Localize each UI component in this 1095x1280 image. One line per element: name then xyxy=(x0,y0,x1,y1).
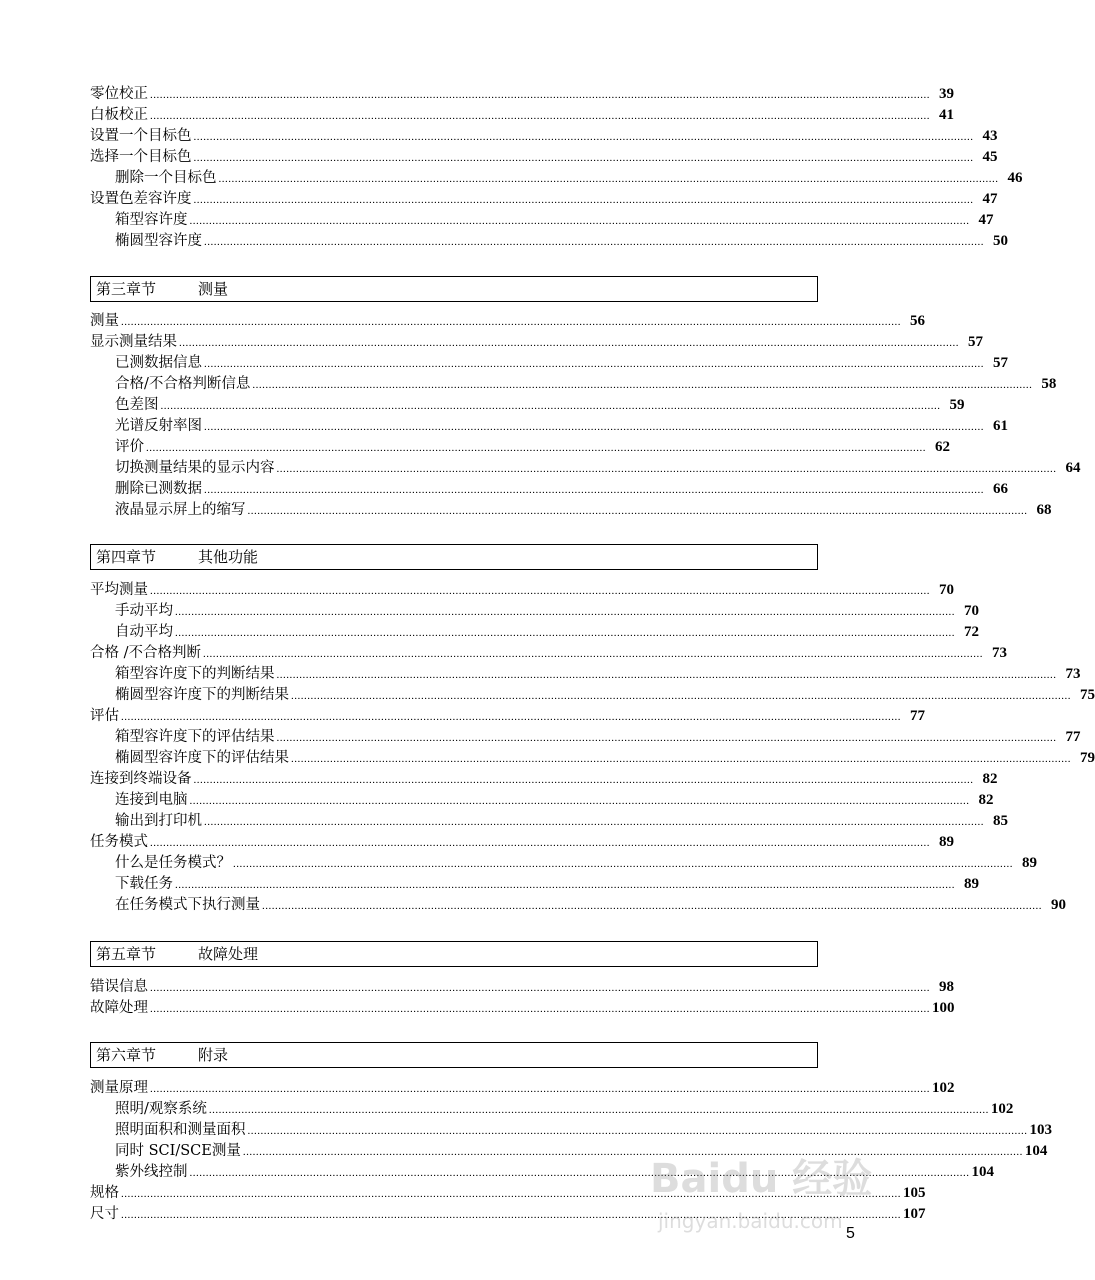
toc-entry-title: 测量 xyxy=(90,313,119,329)
chapter-number: 第五章节 xyxy=(96,945,157,963)
toc-entry-page-number: 47 xyxy=(982,191,998,207)
toc-subentry[interactable] xyxy=(90,210,994,231)
toc-subentry[interactable] xyxy=(90,1120,1052,1141)
toc-subentry[interactable] xyxy=(90,853,1037,874)
toc-entry-page-number: 73 xyxy=(992,645,1007,661)
toc-entry-title: 椭圆型容许度下的判断结果 xyxy=(115,687,289,703)
dot-leader xyxy=(150,85,930,106)
toc-entry-title: 箱型容许度 xyxy=(115,212,188,228)
dot-leader xyxy=(150,833,930,854)
toc-subentry[interactable] xyxy=(90,895,1066,916)
page-number: 5 xyxy=(846,1225,855,1242)
dot-leader xyxy=(252,375,1032,396)
dot-leader xyxy=(190,791,970,812)
toc-entry-page-number: 75 xyxy=(1080,687,1095,703)
dot-leader xyxy=(203,644,983,665)
dot-leader xyxy=(219,169,999,190)
toc-entry-page-number: 77 xyxy=(910,708,925,724)
toc-subentry[interactable] xyxy=(90,353,1008,374)
dot-leader xyxy=(190,1163,970,1184)
toc-entry-title: 任务模式 xyxy=(90,834,148,850)
toc-subentry[interactable] xyxy=(90,395,965,416)
toc-group-chapter-6 xyxy=(90,1078,1052,1225)
dot-leader xyxy=(277,459,1057,480)
dot-leader xyxy=(204,354,984,375)
toc-entry-title: 评估 xyxy=(90,708,119,724)
dot-leader xyxy=(209,1100,989,1121)
toc-entry-title: 椭圆型容许度 xyxy=(115,233,202,249)
dot-leader xyxy=(204,480,984,501)
toc-entry-title: 输出到打印机 xyxy=(115,813,202,829)
dot-leader xyxy=(175,875,955,896)
toc-entry-page-number: 105 xyxy=(903,1185,926,1201)
toc-entry-title: 光谱反射率图 xyxy=(115,418,202,434)
chapter-6-header xyxy=(90,1042,818,1068)
toc-entry-page-number: 89 xyxy=(939,834,954,850)
toc-entry-title: 选择一个目标色 xyxy=(90,149,192,165)
watermark-url-text: jingyan.baidu.com xyxy=(658,1209,843,1233)
toc-entry-title: 在任务模式下执行测量 xyxy=(115,897,260,913)
toc-subentry[interactable] xyxy=(90,811,1008,832)
toc-entry-page-number: 73 xyxy=(1065,666,1081,682)
toc-subentry[interactable] xyxy=(90,622,979,643)
toc-entry-page-number: 82 xyxy=(978,792,994,808)
toc-entry[interactable] xyxy=(90,84,954,105)
dot-leader xyxy=(277,665,1057,686)
dot-leader xyxy=(277,728,1057,749)
toc-entry-page-number: 61 xyxy=(993,418,1008,434)
dot-leader xyxy=(233,854,1013,875)
toc-entry[interactable] xyxy=(90,832,954,853)
chapter-number: 第六章节 xyxy=(96,1046,157,1064)
dot-leader xyxy=(150,978,930,999)
watermark-logo-text: Baidu 经验 xyxy=(650,1156,873,1202)
toc-entry-page-number: 43 xyxy=(982,128,998,144)
toc-entry[interactable] xyxy=(90,147,998,168)
toc-entry[interactable] xyxy=(90,643,1007,664)
toc-entry-page-number: 50 xyxy=(993,233,1008,249)
toc-entry-page-number: 90 xyxy=(1051,897,1066,913)
toc-entry[interactable] xyxy=(90,332,983,353)
toc-group-chapter-4 xyxy=(90,580,1095,916)
toc-entry-page-number: 66 xyxy=(993,481,1008,497)
toc-entry-title: 评价 xyxy=(115,439,144,455)
toc-entry[interactable] xyxy=(90,1078,955,1099)
toc-entry-page-number: 107 xyxy=(903,1206,926,1222)
toc-subentry[interactable] xyxy=(90,437,950,458)
toc-entry-title: 紫外线控制 xyxy=(115,1164,188,1180)
toc-entry-page-number: 41 xyxy=(939,107,954,123)
toc-entry-title: 合格/不合格判断信息 xyxy=(115,376,251,392)
toc-entry-page-number: 89 xyxy=(1022,855,1037,871)
toc-entry-page-number: 58 xyxy=(1041,376,1057,392)
toc-entry-title: 尺寸 xyxy=(90,1206,119,1222)
toc-entry-title: 同时 SCI/SCE测量 xyxy=(115,1143,241,1159)
toc-entry-page-number: 85 xyxy=(993,813,1008,829)
toc-subentry[interactable] xyxy=(90,231,1008,252)
toc-entry[interactable] xyxy=(90,189,998,210)
chapter-3-header xyxy=(90,276,818,302)
toc-entry-page-number: 39 xyxy=(939,86,954,102)
toc-entry[interactable] xyxy=(90,706,925,727)
toc-entry-page-number: 62 xyxy=(935,439,950,455)
toc-entry[interactable] xyxy=(90,1204,926,1225)
dot-leader xyxy=(194,770,974,791)
dot-leader xyxy=(175,623,955,644)
dot-leader xyxy=(175,602,955,623)
toc-entry-title: 椭圆型容许度下的评估结果 xyxy=(115,750,289,766)
dot-leader xyxy=(291,749,1071,770)
dot-leader xyxy=(150,999,930,1020)
toc-entry-title: 删除一个目标色 xyxy=(115,170,217,186)
toc-entry-title: 显示测量结果 xyxy=(90,334,177,350)
toc-entry-page-number: 102 xyxy=(932,1080,955,1096)
chapter-number: 第三章节 xyxy=(96,280,157,298)
toc-subentry[interactable] xyxy=(90,790,994,811)
toc-entry-title: 连接到终端设备 xyxy=(90,771,192,787)
chapter-title: 故障处理 xyxy=(198,945,259,963)
toc-entry-page-number: 47 xyxy=(978,212,994,228)
dot-leader xyxy=(150,106,930,127)
toc-entry-title: 零位校正 xyxy=(90,86,148,102)
toc-subentry[interactable] xyxy=(90,1099,1014,1120)
toc-entry-title: 合格 /不合格判断 xyxy=(90,645,201,661)
toc-entry-title: 错误信息 xyxy=(90,979,148,995)
dot-leader xyxy=(121,1184,901,1205)
toc-subentry[interactable] xyxy=(90,1141,1048,1162)
toc-subentry[interactable] xyxy=(90,416,1008,437)
toc-entry-title: 连接到电脑 xyxy=(115,792,188,808)
toc-entry[interactable] xyxy=(90,977,954,998)
toc-subentry[interactable] xyxy=(90,374,1057,395)
toc-entry-title: 删除已测数据 xyxy=(115,481,202,497)
dot-leader xyxy=(150,581,930,602)
dot-leader xyxy=(194,190,974,211)
toc-entry-title: 自动平均 xyxy=(115,624,173,640)
toc-subentry[interactable] xyxy=(90,727,1081,748)
toc-entry-page-number: 89 xyxy=(964,876,979,892)
dot-leader xyxy=(262,896,1042,917)
toc-entry-page-number: 68 xyxy=(1036,502,1052,518)
toc-entry-title: 照明/观察系统 xyxy=(115,1101,207,1117)
toc-entry-title: 已测数据信息 xyxy=(115,355,202,371)
toc-entry-title: 设置一个目标色 xyxy=(90,128,192,144)
dot-leader xyxy=(179,333,959,354)
toc-entry[interactable] xyxy=(90,769,998,790)
toc-subentry[interactable] xyxy=(90,168,1023,189)
dot-leader xyxy=(121,312,901,333)
toc-entry[interactable] xyxy=(90,126,998,147)
dot-leader xyxy=(150,1079,930,1100)
dot-leader xyxy=(194,148,974,169)
toc-entry-page-number: 77 xyxy=(1065,729,1081,745)
toc-entry-title: 箱型容许度下的判断结果 xyxy=(115,666,275,682)
toc-entry-page-number: 98 xyxy=(939,979,954,995)
toc-subentry[interactable] xyxy=(90,748,1095,769)
toc-entry-page-number: 79 xyxy=(1080,750,1095,766)
toc-entry-page-number: 100 xyxy=(932,1000,955,1016)
toc-subentry[interactable] xyxy=(90,601,979,622)
toc-subentry[interactable] xyxy=(90,458,1081,479)
toc-entry-page-number: 57 xyxy=(968,334,983,350)
chapter-title: 附录 xyxy=(198,1046,229,1064)
toc-entry-title: 设置色差容许度 xyxy=(90,191,192,207)
dot-leader xyxy=(204,417,984,438)
toc-entry-page-number: 56 xyxy=(910,313,925,329)
dot-leader xyxy=(204,812,984,833)
toc-entry-page-number: 45 xyxy=(982,149,998,165)
toc-entry-title: 手动平均 xyxy=(115,603,173,619)
toc-entry-title: 箱型容许度下的评估结果 xyxy=(115,729,275,745)
dot-leader xyxy=(190,211,970,232)
toc-entry-page-number: 64 xyxy=(1065,460,1081,476)
toc-entry[interactable] xyxy=(90,580,954,601)
toc-entry-page-number: 57 xyxy=(993,355,1008,371)
toc-entry-title: 白板校正 xyxy=(90,107,148,123)
toc-entry-title: 测量原理 xyxy=(90,1080,148,1096)
toc-entry-title: 什么是任务模式？ xyxy=(115,855,231,871)
toc-group-chapter-5 xyxy=(90,977,955,1019)
toc-entry-page-number: 70 xyxy=(964,603,979,619)
toc-entry-title: 切换测量结果的显示内容 xyxy=(115,460,275,476)
toc-entry[interactable] xyxy=(90,998,955,1019)
toc-entry-page-number: 104 xyxy=(1024,1143,1048,1159)
toc-entry[interactable] xyxy=(90,311,925,332)
toc-entry-title: 规格 xyxy=(90,1185,119,1201)
toc-entry-title: 液晶显示屏上的缩写 xyxy=(115,502,246,518)
dot-leader xyxy=(248,501,1028,522)
toc-subentry[interactable] xyxy=(90,874,979,895)
toc-subentry[interactable] xyxy=(90,1162,994,1183)
toc-entry-title: 照明面积和测量面积 xyxy=(115,1122,246,1138)
chapter-5-header xyxy=(90,941,818,967)
toc-entry-title: 故障处理 xyxy=(90,1000,148,1016)
toc-entry-page-number: 72 xyxy=(964,624,979,640)
toc-entry-page-number: 82 xyxy=(982,771,998,787)
chapter-4-header xyxy=(90,544,818,570)
toc-entry-title: 下载任务 xyxy=(115,876,173,892)
toc-subentry[interactable] xyxy=(90,479,1008,500)
dot-leader xyxy=(146,438,926,459)
dot-leader xyxy=(248,1121,1028,1142)
toc-entry-page-number: 103 xyxy=(1029,1122,1052,1138)
dot-leader xyxy=(121,707,901,728)
chapter-number: 第四章节 xyxy=(96,548,157,566)
toc-group-1 xyxy=(90,84,1023,252)
dot-leader xyxy=(121,1205,901,1226)
toc-entry-page-number: 102 xyxy=(990,1101,1014,1117)
toc-entry-page-number: 104 xyxy=(971,1164,994,1180)
toc-entry-page-number: 59 xyxy=(949,397,965,413)
dot-leader xyxy=(204,232,984,253)
chapter-title: 测量 xyxy=(198,280,229,298)
toc-subentry[interactable] xyxy=(90,500,1052,521)
toc-group-chapter-3 xyxy=(90,311,1081,521)
dot-leader xyxy=(291,686,1071,707)
dot-leader xyxy=(243,1142,1023,1163)
toc-entry[interactable] xyxy=(90,105,954,126)
toc-entry-title: 平均测量 xyxy=(90,582,148,598)
dot-leader xyxy=(161,396,941,417)
toc-subentry[interactable] xyxy=(90,664,1081,685)
chapter-title: 其他功能 xyxy=(198,548,259,566)
toc-entry-page-number: 70 xyxy=(939,582,954,598)
dot-leader xyxy=(194,127,974,148)
toc-subentry[interactable] xyxy=(90,685,1095,706)
toc-entry-page-number: 46 xyxy=(1007,170,1023,186)
toc-entry-title: 色差图 xyxy=(115,397,159,413)
toc-entry[interactable] xyxy=(90,1183,926,1204)
